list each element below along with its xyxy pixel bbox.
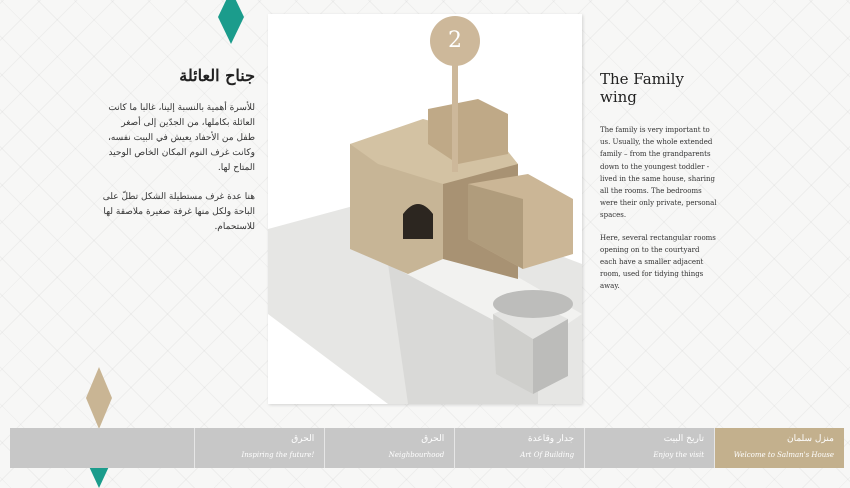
nav-item-arabic-label: جدار وقاعدة (527, 434, 575, 444)
tan-diamond-decoration (86, 367, 112, 429)
nav-item-arabic-label: الحرق (421, 434, 445, 444)
nav-item-english-label: Neighbourhood (388, 451, 445, 459)
nav-item-arabic-label: الحرق (291, 434, 315, 444)
arabic-title: جناح العائلة (179, 66, 255, 85)
nav-item-blank[interactable] (10, 428, 195, 468)
english-paragraph-1: The family is very important to us. Usually, the whole extended family – from the grandparents down to the youngest toddler - lived in the same house, sharing all the rooms. The bedrooms were their only private, personal spaces. (600, 126, 717, 220)
nav-item-enjoy-the-visit[interactable] (585, 428, 715, 468)
bottom-navigation-bar (10, 428, 844, 468)
nav-item-arabic-label: تاريخ البيت (663, 434, 705, 444)
house-illustration (268, 14, 582, 404)
nav-item-english-label: Welcome to Salman's House (733, 451, 834, 459)
arabic-text-panel (100, 66, 255, 249)
english-text-panel (600, 70, 718, 303)
nav-item-arabic-label: منزل سلمان (786, 434, 834, 444)
nav-item-welcome-to-salmans-house[interactable] (715, 428, 844, 468)
nav-item-english-label: Inspiring the future! (241, 451, 315, 459)
english-paragraph-2: Here, several rectangular rooms opening on to the courtyard each have a smaller adjacent room, used for tidying things away. (600, 233, 716, 291)
location-marker-2[interactable]: 2 (430, 16, 480, 66)
marker-stem (452, 62, 458, 172)
nav-item-inspiring-the-future[interactable] (195, 428, 325, 468)
teal-diamond-decoration (218, 0, 244, 44)
english-title: The Family wing (600, 70, 684, 106)
nav-item-art-of-building[interactable] (455, 428, 585, 468)
arabic-paragraph-2: هنا عدة غرف مستطيلة الشكل تطلّ على الباحة ولكل منها غرفة صغيرة ملاصقة لها للاستحمام. (102, 192, 255, 232)
arabic-paragraph-1: للأسرة أهمية بالنسبة إلينا، غالبا ما كانت العائلة بكاملها، من الجدّين إلى أصغر طفل من الأحفاد يعيش في البيت نفسه، وكانت غرف النوم المكان الخاص الوحيد المتاح لها. (107, 103, 255, 173)
nav-item-english-label: Enjoy the visit (653, 451, 705, 459)
nav-item-neighbourhood[interactable] (325, 428, 455, 468)
nav-item-english-label: Art Of Building (520, 451, 575, 459)
